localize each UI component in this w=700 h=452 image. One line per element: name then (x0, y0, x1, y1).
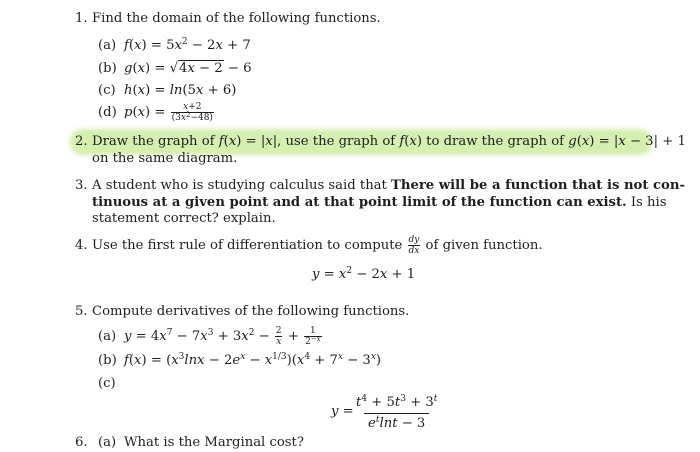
q6-a-label: (a) (98, 435, 117, 450)
q1-number: 1. (75, 11, 88, 26)
q2-number: 2. (75, 134, 88, 149)
q5-c-label: (c) (98, 376, 116, 391)
q2-line2: on the same diagram. (92, 151, 238, 166)
q5-b-expr: $f(x) = (x^3\ln x - 2e^x - x^{1/3})(x^4 + 7^x - 3^x)$ (124, 352, 382, 368)
q5-number: 5. (75, 304, 88, 319)
q6-number: 6. (75, 435, 88, 450)
q5-c-fraction: $\frac{t^4 + 5t^3 + 3^t}{e^t\ln t - 3}$ (356, 393, 437, 434)
q1-d-label: (d) (98, 105, 117, 120)
q5-prompt: Compute derivatives of the following functions. (92, 304, 410, 319)
q5-b-label: (b) (98, 353, 117, 368)
q1-b-label: (b) (98, 61, 117, 76)
q1-prompt: Find the domain of the following functions. (92, 11, 381, 26)
q3-line1: A student who is studying calculus said that There will be a function that is not con- (92, 178, 685, 193)
q3-number: 3. (75, 178, 88, 193)
q3-line2: tinuous at a given point and at that point limit of the function can exist. Is his (92, 195, 667, 210)
q5-a-expr: $y = 4x^7 - 7x^3 + 3x^2$ − $\frac{2}{x}$ + $\frac{1}{2^{-x}}$ (124, 326, 321, 347)
q4-prompt: Use the first rule of differentiation to compute $\frac{dy}{dx}$ of given function. (92, 235, 543, 256)
q6-prompt: What is the Marginal cost? (124, 435, 304, 450)
q3-line3: statement correct? explain. (92, 211, 276, 226)
q4-number: 4. (75, 238, 88, 253)
q1-a-expr: $f(x) = 5x^2 - 2x + 7$ (124, 37, 251, 53)
q5-a-label: (a) (98, 329, 117, 344)
q1-b-expr: g(x) = √4x − 2 − 6 (124, 61, 252, 76)
q1-c-expr: h(x) = ln(5x + 6) (124, 83, 237, 98)
q1-a-label: (a) (98, 38, 117, 53)
q1-c-label: (c) (98, 83, 116, 98)
q5-c-lhs: y = (331, 404, 354, 419)
q1-d-expr: p(x) = $\frac{x+2}{(3x^2-48)}$ (124, 102, 213, 123)
q2-line1: Draw the graph of f(x) = |x|, use the graph of f(x) to draw the graph of g(x) = |x − 3| + 1 (92, 134, 686, 149)
q4-equation: $y = x^2 - 2x + 1$ (312, 266, 416, 282)
